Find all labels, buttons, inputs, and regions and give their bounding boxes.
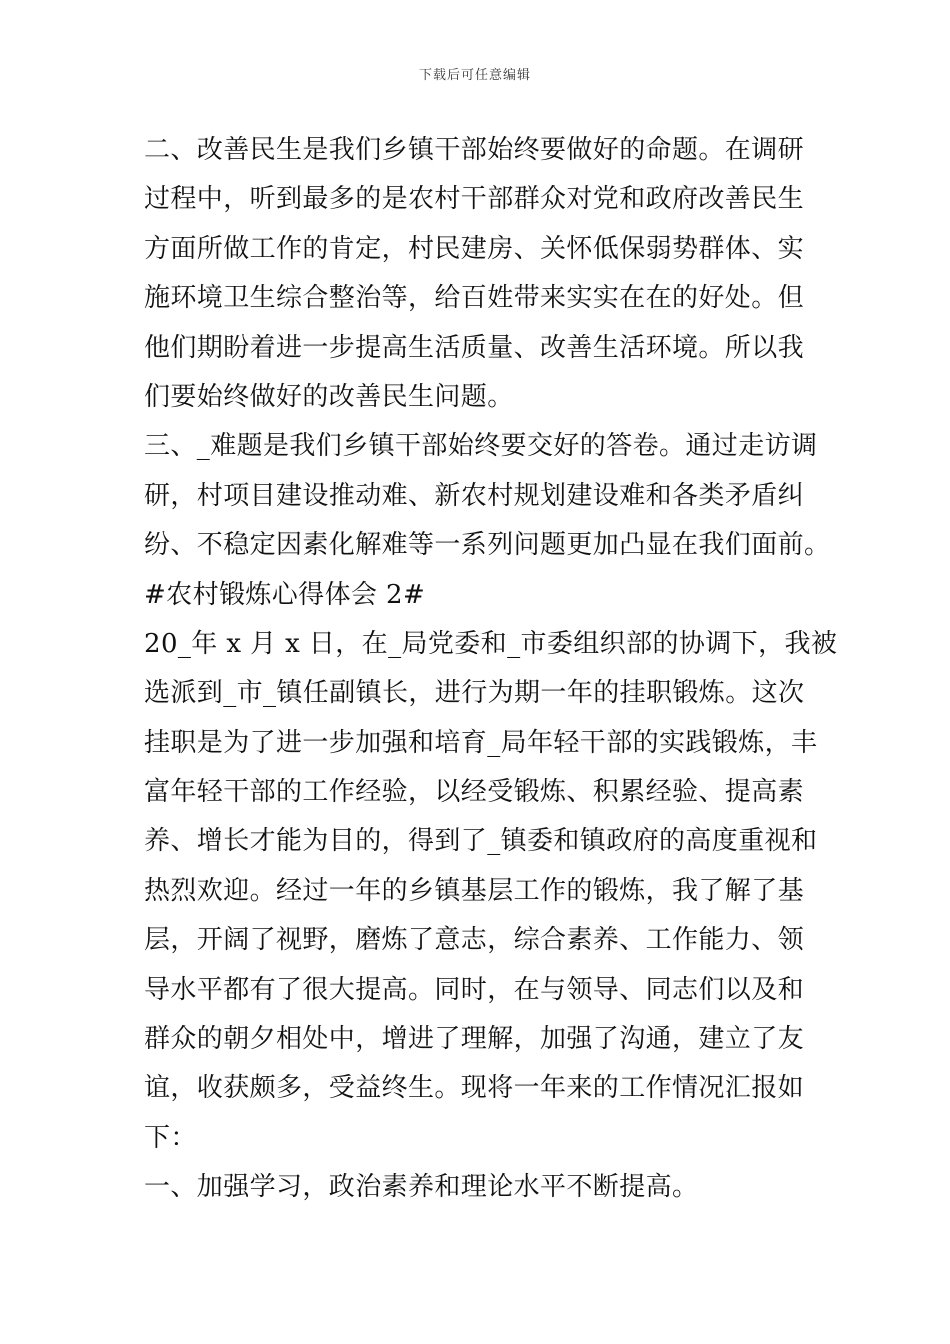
text-line: 选派到_市_镇任副镇长，进行为期一年的挂职锻炼。这次: [144, 678, 805, 709]
text-line: 层，开阔了视野，磨炼了意志，综合素养、工作能力、领: [144, 925, 805, 956]
text-line: 研，村项目建设推动难、新农村规划建设难和各类矛盾纠: [144, 480, 805, 511]
text-line: 富年轻干部的工作经验，以经受锻炼、积累经验、提高素: [144, 777, 805, 808]
page-header: 下载后可任意编辑: [418, 68, 531, 83]
section-heading: #农村锻炼心得体会 2#: [144, 579, 426, 610]
text-line: 一、加强学习，政治素养和理论水平不断提高。: [144, 1172, 699, 1203]
text-line: 方面所做工作的肯定，村民建房、关怀低保弱势群体、实: [144, 233, 805, 264]
text-line: 群众的朝夕相处中，增进了理解，加强了沟通，建立了友: [144, 1024, 805, 1055]
text-line: 挂职是为了进一步加强和培育_局年轻干部的实践锻炼，丰: [144, 727, 818, 758]
text-line: 养、增长才能为目的，得到了_镇委和镇政府的高度重视和: [144, 826, 818, 857]
text-line: 过程中，听到最多的是农村干部群众对党和政府改善民生: [144, 184, 805, 215]
text-line: 施环境卫生综合整治等，给百姓带来实实在在的好处。但: [144, 283, 805, 314]
text-line: 导水平都有了很大提高。同时，在与领导、同志们以及和: [144, 974, 805, 1005]
text-line: 纷、不稳定因素化解难等一系列问题更加凸显在我们面前。: [144, 530, 831, 561]
text-line: 下：: [144, 1122, 197, 1153]
text-line: 热烈欢迎。经过一年的乡镇基层工作的锻炼，我了解了基: [144, 875, 805, 906]
text-line: 二、改善民生是我们乡镇干部始终要做好的命题。在调研: [144, 135, 805, 165]
text-line: 们要始终做好的改善民生问题。: [144, 381, 514, 412]
text-line: 谊，收获颇多，受益终生。现将一年来的工作情况汇报如: [144, 1073, 805, 1104]
text-line: 他们期盼着进一步提高生活质量、改善生活环境。所以我: [144, 332, 805, 363]
text-line: 三、_难题是我们乡镇干部始终要交好的答卷。通过走访调: [144, 431, 818, 462]
document-body: [144, 126, 838, 1213]
text-line: 20_年 x 月 x 日，在_局党委和_市委组织部的协调下，我被: [144, 628, 838, 659]
